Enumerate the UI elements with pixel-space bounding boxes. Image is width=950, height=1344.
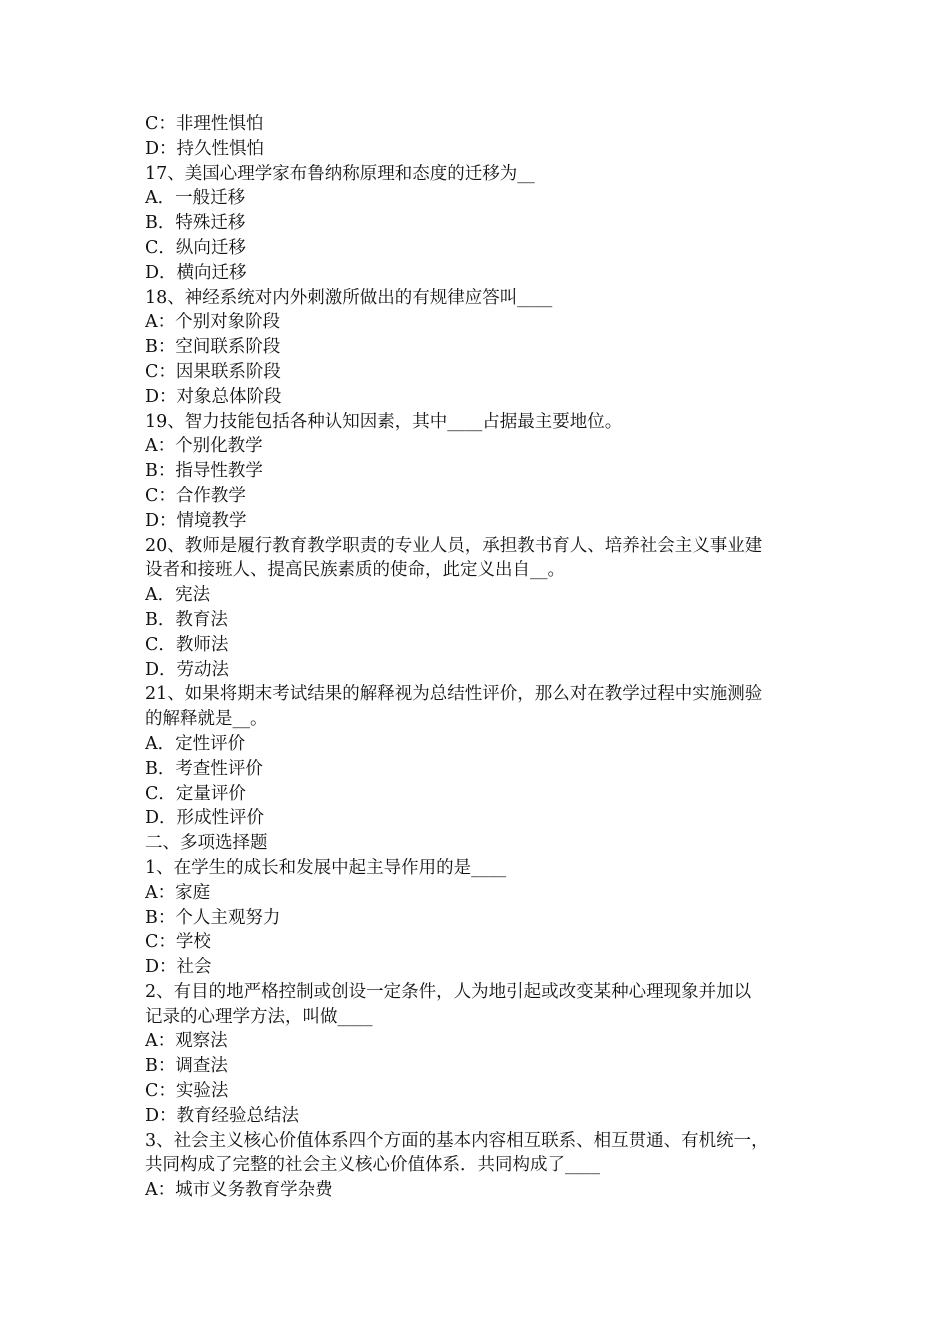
text-line: D：社会 <box>145 957 212 978</box>
text-line: C：实验法 <box>145 1081 229 1102</box>
text-line: B．考查性评价 <box>145 758 263 779</box>
text-line: 共同构成了完整的社会主义核心价值体系．共同构成了____ <box>145 1155 600 1176</box>
text-line: C：非理性惧怕 <box>145 114 264 134</box>
text-line: D：对象总体阶段 <box>145 386 282 407</box>
text-line: A：城市义务教育学杂费 <box>145 1180 333 1201</box>
text-line: C：合作教学 <box>145 485 246 506</box>
question-20: 20、教师是履行教育教学职责的专业人员，承担教书育人、培养社会主义事业建 <box>145 535 763 556</box>
question-21: 21、如果将期末考试结果的解释视为总结性评价，那么对在教学过程中实施测验 <box>145 684 763 705</box>
text-line: 设者和接班人、提高民族素质的使命，此定义出自__。 <box>145 560 565 581</box>
text-line: A：家庭 <box>145 882 211 903</box>
text-line: A：个别对象阶段 <box>145 312 281 333</box>
question-multi-1: 1、在学生的成长和发展中起主导作用的是____ <box>145 857 507 878</box>
question-text-block <box>145 112 810 1203</box>
question-multi-2: 2、有目的地严格控制或创设一定条件，人为地引起或改变某种心理现象并加以 <box>145 981 752 1002</box>
text-line: B．教育法 <box>145 609 228 630</box>
text-line: D：持久性惧怕 <box>145 138 265 159</box>
text-line: 的解释就是__。 <box>145 709 268 730</box>
text-line: 记录的心理学方法，叫做____ <box>145 1006 373 1027</box>
text-line: D．劳动法 <box>145 659 230 680</box>
text-line: B：空间联系阶段 <box>145 337 281 358</box>
text-line: D：教育经验总结法 <box>145 1105 300 1126</box>
text-line: B：指导性教学 <box>145 461 263 482</box>
question-multi-3: 3、社会主义核心价值体系四个方面的基本内容相互联系、相互贯通、有机统一， <box>145 1130 769 1151</box>
section-heading: 二、多项选择题 <box>145 833 268 854</box>
text-line: C：因果联系阶段 <box>145 361 281 382</box>
text-line: C．纵向迁移 <box>145 237 246 258</box>
text-line: D．形成性评价 <box>145 808 265 829</box>
text-line: D．横向迁移 <box>145 262 247 283</box>
text-line: C：学校 <box>145 932 211 953</box>
text-line: C．定量评价 <box>145 783 246 804</box>
text-line: A．宪法 <box>145 585 211 606</box>
text-line: B：调查法 <box>145 1056 228 1077</box>
text-line: B：个人主观努力 <box>145 907 281 928</box>
text-line: A：观察法 <box>145 1031 228 1052</box>
text-line: A：个别化教学 <box>145 436 263 457</box>
question-17: 17、美国心理学家布鲁纳称原理和态度的迁移为__ <box>145 163 535 184</box>
question-19: 19、智力技能包括各种认知因素，其中____占据最主要地位。 <box>145 411 623 432</box>
text-line: C．教师法 <box>145 634 229 655</box>
text-line: A．一般迁移 <box>145 188 246 209</box>
text-line: A．定性评价 <box>145 733 246 754</box>
text-line: D：情境教学 <box>145 510 247 531</box>
question-18: 18、神经系统对内外刺激所做出的有规律应答叫____ <box>145 287 553 308</box>
text-line: B．特殊迁移 <box>145 213 246 234</box>
